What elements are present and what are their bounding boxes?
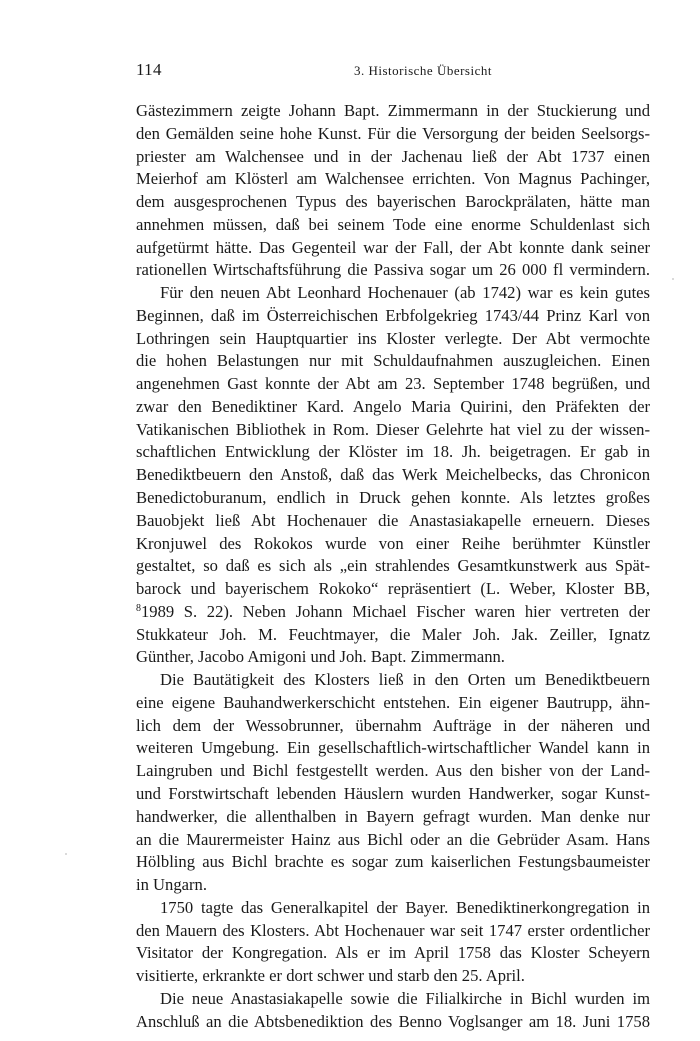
text-line-content: 1989 S. 22). Neben Johann Michael Fischer waren hier vertreten der [141, 601, 650, 621]
text-line: gestaltet, so daß es sich als „ein strahlendes Gesamtkunstwerk aus Spät- [136, 556, 650, 576]
text-line: Bauobjekt ließ Abt Hochenauer die Anastasiakapelle erneuern. Dieses [136, 510, 650, 530]
text-line-with-superscript [136, 601, 650, 624]
scan-speck [672, 278, 674, 280]
text-line: an die Maurermeister Hainz aus Bichl oder an die Gebrüder Asam. Hans [136, 829, 650, 849]
text-line: rationellen Wirtschaftsführung die Passiva sogar um 26 000 fl vermindern. [136, 260, 650, 280]
text-line: Benediktbeuern den Anstoß, daß das Werk Meichelbecks, das Chronicon [136, 465, 650, 485]
text-line: in Ungarn. [136, 875, 207, 895]
text-line: weiteren Umgebung. Ein gesellschaftlich-wirtschaftlicher Wandel kann in [136, 738, 650, 758]
body-text [136, 100, 650, 1033]
text-line: handwerker, die allenthalben in Bayern gefragt wurden. Man denke nur [136, 806, 650, 826]
text-line: Meierhof am Klösterl am Walchensee errichten. Von Magnus Pachinger, [136, 169, 650, 189]
text-line: den Mauern des Klosters. Abt Hochenauer war seit 1747 erster ordentlicher [136, 920, 650, 940]
text-line: Vatikanischen Bibliothek in Rom. Dieser Gelehrte hat viel zu der wissen- [136, 419, 650, 439]
scan-speck [65, 853, 67, 855]
text-line: dem ausgesprochenen Typus des bayerischen Barockprälaten, hätte man [136, 192, 650, 212]
page-header [136, 60, 650, 84]
text-line: den Gemälden seine hohe Kunst. Für die Versorgung der beiden Seelsorgs- [136, 123, 650, 143]
text-line: Benedictoburanum, endlich in Druck gehen konnte. Als letztes großes [136, 488, 650, 508]
text-line: angenehmen Gast konnte der Abt am 23. September 1748 begrüßen, und [136, 374, 650, 394]
text-line: die hohen Belastungen nur mit Schuldaufnahmen auszugleichen. Einen [136, 351, 650, 371]
text-line: Kronjuwel des Rokokos wurde von einer Reihe berühmter Künstler [136, 533, 650, 553]
text-line: und Forstwirtschaft lebenden Häuslern wurden Handwerker, sogar Kunst- [136, 783, 650, 803]
text-line: lich dem der Wessobrunner, übernahm Aufträge in der näheren und [136, 715, 650, 735]
text-line: Hölbling aus Bichl brachte es sogar zum kaiserlichen Festungsbaumeister [136, 852, 650, 872]
running-head: 3. Historische Übersicht [353, 63, 492, 78]
text-line: barock und bayerischem Rokoko“ repräsentiert (L. Weber, Kloster BB, [136, 579, 650, 599]
text-line: Visitator der Kongregation. Als er im April 1758 das Kloster Scheyern [136, 943, 650, 963]
text-line: aufgetürmt hätte. Das Gegenteil war der Fall, der Abt konnte dank seiner [136, 237, 650, 257]
text-line: Lothringen sein Hauptquartier ins Kloster verlegte. Der Abt vermochte [136, 328, 650, 348]
text-line: Beginnen, daß im Österreichischen Erbfolgekrieg 1743/44 Prinz Karl von [136, 305, 650, 325]
text-line: Günther, Jacobo Amigoni und Joh. Bapt. Zimmermann. [136, 647, 505, 667]
text-line: priester am Walchensee und in der Jachenau ließ der Abt 1737 einen [136, 146, 650, 166]
text-line: visitierte, erkrankte er dort schwer und starb den 25. April. [136, 966, 525, 986]
text-line: Laingruben und Bichl festgestellt werden. Aus den bisher von der Land- [136, 761, 650, 781]
text-line: schaftlichen Entwicklung der Klöster im 18. Jh. beigetragen. Er gab in [136, 442, 650, 462]
footnote-marker: 8 [136, 602, 141, 614]
text-line: Anschluß an die Abtsbenediktion des Benno Voglsanger am 18. Juni 1758 [136, 1011, 650, 1031]
text-line: eine eigene Bauhandwerkerschicht entstehen. Ein eigener Bautrupp, ähn- [136, 692, 650, 712]
page-number: 114 [136, 60, 162, 79]
text-line: zwar den Benediktiner Kard. Angelo Maria Quirini, den Präfekten der [136, 396, 650, 416]
text-line: Stukkateur Joh. M. Feuchtmayer, die Maler Joh. Jak. Zeiller, Ignatz [136, 624, 650, 644]
text-line: 1750 tagte das Generalkapitel der Bayer. Benediktinerkongregation in [160, 897, 650, 917]
text-line: Die Bautätigkeit des Klosters ließ in den Orten um Benediktbeuern [160, 670, 650, 690]
text-line: Die neue Anastasiakapelle sowie die Filialkirche in Bichl wurden im [160, 988, 650, 1008]
text-line: Gästezimmern zeigte Johann Bapt. Zimmermann in der Stuckierung und [136, 101, 650, 120]
text-line: Für den neuen Abt Leonhard Hochenauer (ab 1742) war es kein gutes [160, 283, 650, 303]
text-line: annehmen müssen, daß bei seinem Tode eine enorme Schuldenlast sich [136, 214, 650, 234]
